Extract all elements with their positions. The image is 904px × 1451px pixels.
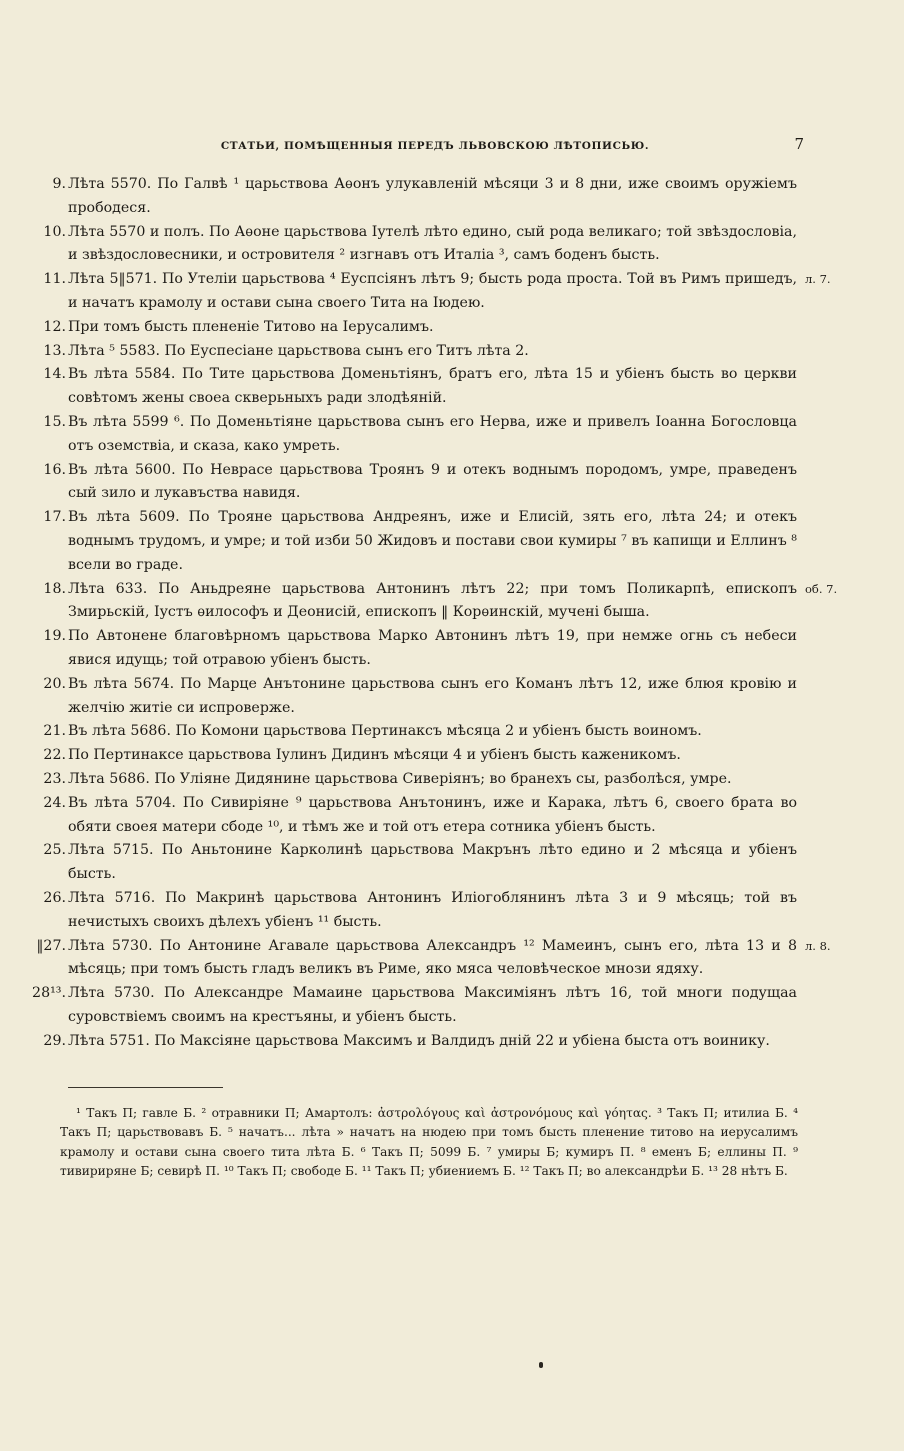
entry-number: 12.: [43, 318, 66, 335]
entry-number: 15.: [43, 413, 66, 430]
entry-text: По Автонене благовѣрномъ царьствова Марко Автонинъ лѣтъ 19, при немже огнь съ небеси явися идущь; той отравою убіенъ бысть.: [68, 628, 797, 668]
chronicle-entry: [0, 268, 904, 316]
entry-number: 28¹³.: [32, 985, 66, 1002]
entry-number: 20.: [43, 675, 66, 692]
chronicle-entry: [0, 340, 904, 364]
entry-number: 18.: [43, 580, 66, 597]
entry-number: 21.: [43, 723, 66, 740]
folio-margin-note: л. 8.: [805, 938, 831, 953]
entry-number: 25.: [43, 842, 66, 859]
entry-text: Лѣта 5730. По Александре Мамаине царьствова Максиміянъ лѣтъ 16, той многи подущаа суровствіемъ своимъ на крестъяны, и убіенъ бысть.: [68, 985, 797, 1025]
chronicle-entries: [0, 173, 904, 1053]
entry-number: 11.: [43, 271, 66, 288]
footnotes: ¹ Такъ П; гавле Б. ² отравники П; Амартолъ: ἀστρολόγους καὶ ἀστρονόμους καὶ γόητας. ³ Такъ П; итилиа Б. ⁴ Такъ П; царьствовавъ Б. ⁵ начатъ... лѣта » начатъ на нюдею при томъ бысть пленение титово на иерусалимъ крамолу и остави сына своего тита лѣта Б. ⁶ Такъ П; 5099 Б. ⁷ умиры Б; кумиръ П. ⁸ еменъ Б; еллины П. ⁹ тивириряне Б; севирѣ П. ¹⁰ Такъ П; свободе Б. ¹¹ Такъ П; убиениемъ Б. ¹² Такъ П; во александрѣи Б. ¹³ 28 нѣтъ Б.: [60, 1106, 798, 1178]
chronicle-entry: [0, 506, 904, 577]
entry-text: Лѣта 5715. По Аньтонине Карколинѣ царьствова Макрънъ лѣто едино и 2 мѣсяца и убіенъ бысть.: [68, 842, 797, 883]
entry-text: Въ лѣта 5609. По Трояне царьствова Андреянъ, иже и Елисій, зять его, лѣта 24; и отекъ воднымъ трудомъ, и умре; и той изби 50 Жидовъ и постави свои кумиры ⁷ въ капищи и Еллинъ ⁸ всели во граде.: [68, 509, 797, 573]
chronicle-entry: [0, 887, 904, 935]
entry-text: Лѣта 5570. По Галвѣ ¹ царьствова Аѳонъ улукавленій мѣсяци 3 и 8 дни, иже своимъ оружіемъ прободеся.: [68, 176, 797, 216]
entry-text: Лѣта 5570 и полъ. По Аѳоне царьствова Іутелѣ лѣто едино, сый рода великаго; той звѣздословіа, и звѣздословесники, и островителя ² изгнавъ отъ Италіа ³, самъ боденъ бысть.: [68, 223, 797, 264]
chronicle-entry: [0, 768, 904, 792]
entry-number: ‖27.: [36, 937, 66, 954]
chronicle-entry: [0, 744, 904, 768]
entry-number: 16.: [43, 461, 66, 478]
page-number: 7: [794, 135, 804, 153]
entry-text: Въ лѣта 5674. По Марце Анътонине царьствова сынъ его Команъ лѣтъ 12, иже блюя кровію и желчію житіе си испроверже.: [68, 675, 797, 716]
entry-text: Въ лѣта 5600. По Неврасе царьствова Троянъ 9 и отекъ воднымъ породомъ, умре, праведенъ сый зило и лукавъства навидя.: [68, 461, 797, 502]
entry-number: 26.: [43, 889, 66, 906]
chronicle-entry: [0, 316, 904, 340]
chronicle-entry: [0, 411, 904, 459]
chronicle-entry: [0, 935, 904, 983]
chronicle-entry: [0, 673, 904, 721]
entry-number: 9.: [52, 176, 66, 192]
entry-number: 14.: [43, 366, 66, 383]
chronicle-entry: [0, 578, 904, 626]
entry-number: 10.: [43, 223, 66, 240]
entry-text: Лѣта 633. По Аньдреяне царьствова Антонинъ лѣтъ 22; при томъ Поликарпѣ, епископъ Змирьскій, Іустъ ѳилософъ и Деонисій, епископъ ‖ Корѳинскій, мученi быша.: [68, 580, 797, 621]
entry-text: По Пертинаксе царьствова Іулинъ Дидинъ мѣсяци 4 и убіенъ бысть каженикомъ.: [68, 747, 681, 764]
entry-text: Въ лѣта 5599 ⁶. По Доменьтіяне царьствова сынъ его Нерва, иже и привелъ Іоанна Богословца отъ оземствіа, и сказа, како умреть.: [68, 413, 797, 454]
entry-text: Лѣта 5686. По Уліяне Дидянине царьствова Сиверіянъ; во бранехъ сы, разболѣся, умре.: [68, 770, 732, 787]
entry-text: Въ лѣта 5704. По Сивиріяне ⁹ царьствова Анътонинъ, иже и Карака, лѣтъ 6, своего брата во обяти своея матери сбоде ¹⁰, и тѣмъ же и той отъ етера сотника убіенъ бысть.: [68, 794, 797, 835]
chronicle-entry: [0, 839, 904, 887]
entry-text: Лѣта 5‖571. По Утеліи царьствова ⁴ Еуспсіянъ лѣтъ 9; бысть рода проста. Той въ Римъ пришедъ, и начатъ крамолу и остави сына своего Тита на Іюдею.: [68, 271, 797, 311]
chronicle-entry: [0, 363, 904, 411]
entry-number: 17.: [43, 509, 66, 526]
entry-number: 13.: [43, 342, 66, 359]
entry-number: 29.: [43, 1032, 66, 1049]
chronicle-entry: [0, 1030, 904, 1054]
chronicle-entry: [0, 720, 904, 744]
entry-text: Въ лѣта 5686. По Комони царьствова Пертинаксъ мѣсяца 2 и убіенъ бысть воиномъ.: [68, 723, 702, 740]
chronicle-entry: [0, 459, 904, 507]
ink-mark: [539, 1362, 543, 1368]
running-title: СТАТЬИ, ПОМѢЩЕННЫЯ ПЕРЕДЪ ЛЬВОВСКОЮ ЛѢТОПИСЬЮ.: [220, 140, 650, 152]
entry-number: 24.: [43, 794, 66, 811]
chronicle-entry: [0, 221, 904, 269]
chronicle-entry: [0, 173, 904, 221]
entry-text: При томъ бысть плененіе Титово на Іерусалимъ.: [68, 318, 434, 335]
chronicle-entry: [0, 982, 904, 1030]
entry-number: 19.: [43, 628, 66, 645]
footnote-divider: [68, 1087, 223, 1088]
chronicle-entry: [0, 625, 904, 673]
chronicle-entry: [0, 792, 904, 840]
entry-text: Лѣта 5751. По Максіяне царьствова Максимъ и Валдидъ дній 22 и убіена быста отъ воинику.: [68, 1032, 770, 1049]
folio-margin-note: л. 7.: [805, 272, 831, 287]
entry-text: Лѣта 5716. По Макринѣ царьствова Антонинъ Иліогоблянинъ лѣта 3 и 9 мѣсяць; той въ нечистыхъ своихъ дѣлехъ убіенъ ¹¹ бысть.: [68, 889, 797, 930]
entry-number: 22.: [43, 747, 66, 764]
entry-text: Лѣта ⁵ 5583. По Еуспесіане царьствова сынъ его Титъ лѣта 2.: [68, 342, 529, 359]
entry-text: Въ лѣта 5584. По Тите царьствова Доменьтіянъ, братъ его, лѣта 15 и убіенъ бысть во церкви совѣтомъ жены своеа скверьныхъ ради злодѣяній.: [68, 366, 797, 407]
entry-text: Лѣта 5730. По Антонине Агавале царьствова Александръ ¹² Мамеинъ, сынъ его, лѣта 13 и 8 мѣсяць; при томъ бысть гладъ великъ въ Риме, яко мяса человѣческое мнози ядяху.: [68, 937, 797, 978]
folio-margin-note: об. 7.: [805, 581, 838, 596]
entry-number: 23.: [43, 770, 66, 787]
